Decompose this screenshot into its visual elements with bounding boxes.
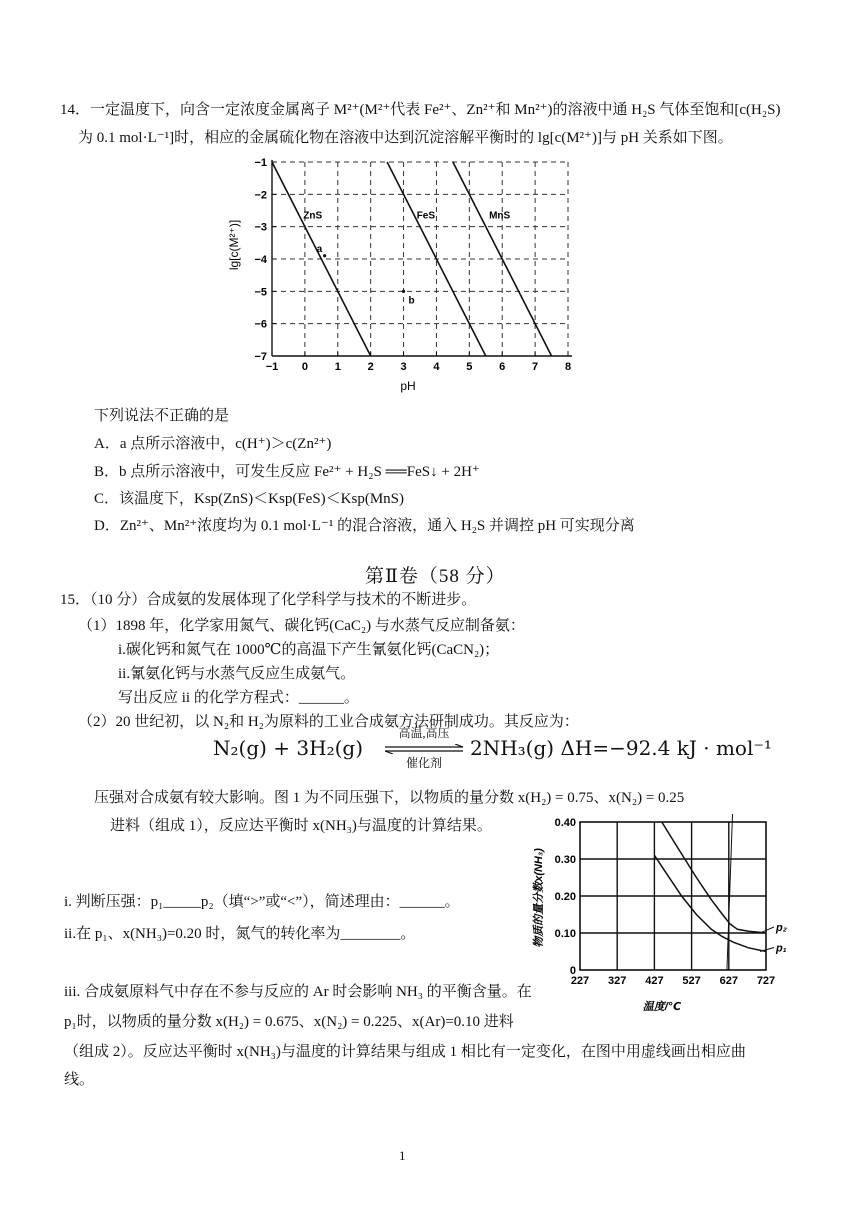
series-leader-p1 (760, 948, 774, 952)
y-tick-label: −7 (254, 351, 267, 363)
q14-line1: 14．一定温度下，向含一定浓度金属离子 M²⁺(M²⁺代表 Fe²⁺、Zn²⁺和 Mn²⁺)的溶液中通 H₂S 气体至饱和[c(H₂S) (60, 102, 781, 118)
equation-condition-bottom: 催化剂 (405, 756, 442, 770)
x-tick-label: 727 (756, 975, 776, 987)
q15-intro: 15．（10 分）合成氨的发展体现了化学科学与技术的不断进步。 (60, 592, 477, 608)
x-tick-label: 5 (466, 361, 473, 373)
equation-right: 2NH₃(g) ΔH=−92.4 kJ · mol⁻¹ (470, 736, 772, 760)
section2-title: 第Ⅱ卷（58 分） (365, 566, 506, 587)
hand-drawn-stroke (727, 814, 733, 970)
x-tick-label: 8 (564, 361, 572, 373)
chart2-xlabel: 温度/℃ (642, 1001, 682, 1013)
y-tick-label: −6 (254, 318, 267, 331)
series-label-mns: MnS (489, 210, 511, 222)
q15-question-iii-1: iii. 合成氨原料气中存在不参与反应的 Ar 时会影响 NH₃ 的平衡含量。在 (64, 984, 532, 1000)
x-tick-label: 527 (682, 975, 701, 987)
x-tick-label: 327 (608, 975, 627, 987)
q14-option-d: D．Zn²⁺、Mn²⁺浓度均为 0.1 mol·L⁻¹ 的混合溶液，通入 H₂S 并调控 pH 可实现分离 (94, 518, 635, 534)
x-tick-label: 4 (433, 361, 440, 373)
x-tick-label: 627 (719, 975, 738, 987)
q14-stem: 下列说法不正确的是 (94, 407, 230, 424)
series-leader-p2 (760, 927, 774, 933)
q14-option-a: A．a 点所示溶液中，c(H⁺)＞c(Zn²⁺) (94, 436, 332, 452)
q14-option-c: C．该温度下，Ksp(ZnS)＜Ksp(FeS)＜Ksp(MnS) (94, 491, 405, 507)
x-tick-label: 427 (645, 975, 664, 987)
series-label-zns: ZnS (303, 210, 323, 222)
chart1-axes (272, 160, 572, 356)
x-tick-label: −1 (265, 361, 279, 373)
q15-question-ii: ii.在 p₁、x(NH₃)=0.20 时，氮气的转化率为________。 (64, 926, 416, 942)
x-tick-label: 7 (532, 361, 539, 373)
x-tick-label: 227 (570, 975, 590, 987)
series-line-p1 (654, 855, 766, 951)
page-number: 1 (399, 1148, 406, 1163)
chart2-ticks (555, 817, 776, 987)
chart1-xlabel: pH (400, 379, 416, 393)
q14-option-b: B．b 点所示溶液中，可发生反应 Fe²⁺ + H₂S ══FeS↓ + 2H⁺ (94, 464, 480, 480)
point-b (402, 290, 405, 293)
q15-question-iii-2: p₁时，以物质的量分数 x(H₂) = 0.675、x(N₂) = 0.225、x(Ar)=0.10 进料 (64, 1014, 514, 1030)
point-a (323, 254, 326, 257)
y-tick-label: 0.30 (554, 854, 576, 866)
point-label-b: b (408, 295, 415, 307)
y-tick-label: −2 (254, 189, 267, 202)
x-tick-label: 3 (400, 361, 407, 373)
series-label-fes: FeS (416, 210, 436, 222)
y-tick-label: −1 (254, 157, 267, 169)
y-tick-label: 0.40 (554, 817, 576, 829)
chart2-grid (580, 822, 766, 970)
chart1-ticks (254, 157, 571, 373)
series-label-p2: p₂ (776, 922, 787, 934)
q15-question-iii-3: （组成 2）。反应达平衡时 x(NH₃)与温度的计算结果与组成 1 相比有一定变化，在图中用虚线画出相应曲 (64, 1044, 746, 1060)
y-tick-label: −3 (254, 221, 267, 234)
y-tick-label: 0 (569, 965, 576, 977)
series-line-p2 (662, 822, 766, 933)
chart1-ylabel: lg[c(M²⁺)] (227, 219, 241, 271)
q15-question-i: i. 判断压强：p₁_____p₂（填“>”或“<”），简述理由：______。 (64, 894, 460, 910)
y-tick-label: 0.20 (554, 891, 576, 903)
q15-part1: （1）1898 年，化学家用氮气、碳化钙(CaC₂) 与水蒸气反应制备氨： (78, 618, 525, 634)
x-tick-label: 0 (301, 361, 308, 373)
q15-part2-text-b: 进料（组成 1），反应达平衡时 x(NH₃)与温度的计算结果。 (110, 818, 492, 834)
y-tick-label: 0.10 (554, 928, 576, 940)
series-label-p1: p₁ (776, 942, 787, 955)
q14-line2: 为 0.1 mol·L⁻¹]时，相应的金属硫化物在溶液中达到沉淀溶解平衡时的 lg[c(M²⁺)]与 pH 关系如下图。 (78, 130, 733, 146)
q15-part1-ii: ii.氰氨化钙与水蒸气反应生成氨气。 (118, 666, 356, 682)
q15-part1-i: i.碳化钙和氮气在 1000℃的高温下产生氰氨化钙(CaCN₂)； (118, 642, 500, 658)
x-tick-label: 6 (499, 361, 506, 373)
equation-condition-top: 高温,高压 (398, 726, 450, 740)
chart-nh3-vs-temp (522, 808, 802, 1018)
x-tick-label: 1 (334, 361, 341, 373)
chart2-ylabel: 物质的量分数x(NH₃) (533, 848, 545, 948)
q15-part1-ask: 写出反应 ii 的化学方程式：______。 (118, 690, 359, 706)
y-tick-label: −4 (254, 254, 267, 266)
y-tick-label: −5 (254, 286, 267, 299)
point-label-a: a (316, 243, 323, 255)
q15-part2: （2）20 世纪初，以 N₂和 H₂为原料的工业合成氨方法研制成功。其反应为： (78, 714, 579, 730)
x-tick-label: 2 (367, 361, 374, 373)
equation-left: N₂(g) + 3H₂(g) (213, 736, 363, 760)
q15-question-iii-4: 线。 (64, 1072, 95, 1088)
q15-part2-text-a: 压强对合成氨有较大影响。图 1 为不同压强下，以物质的量分数 x(H₂) = 0.75、x(N₂) = 0.25 (94, 790, 685, 806)
chart2-lines (654, 814, 787, 970)
equation-equilibrium-arrow (383, 744, 465, 754)
chart-lg-vs-ph (220, 150, 590, 400)
chart1-grid (272, 162, 568, 356)
